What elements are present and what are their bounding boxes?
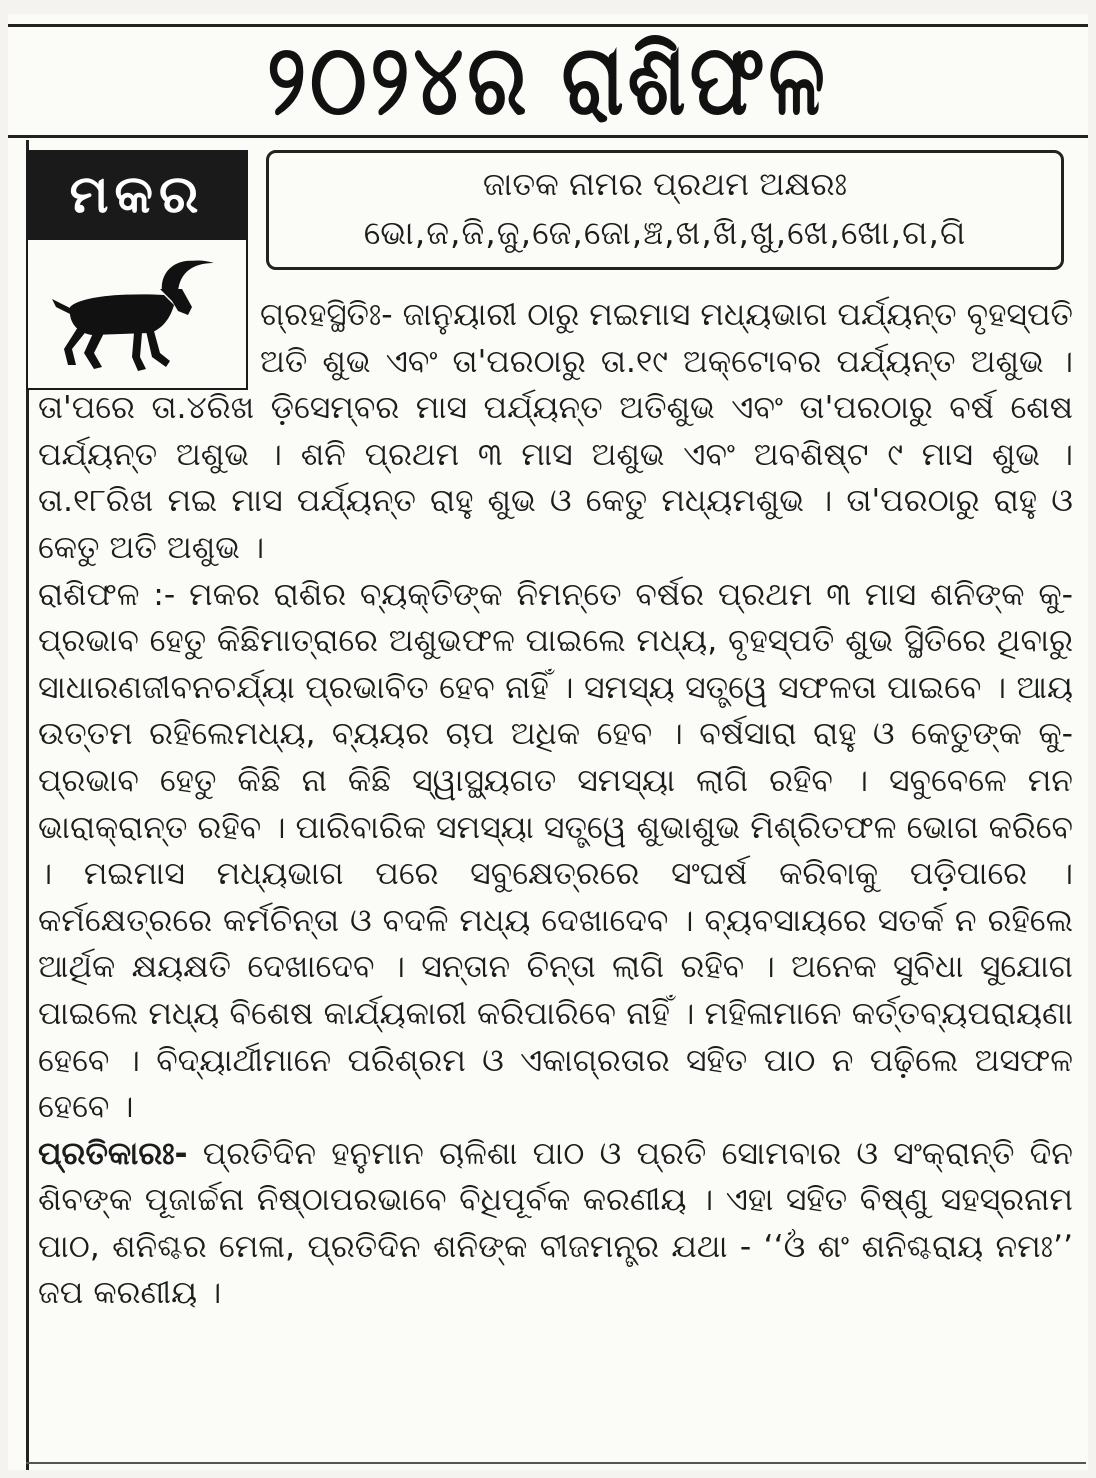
remedy-paragraph: [38, 1131, 1073, 1317]
horoscope-text: ମକର ରାଶିର ବ୍ୟକ୍ତିଙ୍କ ନିମନ୍ତେ ବର୍ଷର ପ୍ରଥମ ୩ ମାସ ଶନିଙ୍କ କୁ-ପ୍ରଭାବ ହେତୁ କିଛିମାତ୍ରାରେ ଅଶୁଭଫଳ ପାଇଲେ ମଧ୍ୟ, ବୃହସ୍ପତି ଶୁଭ ସ୍ଥିତିରେ ଥିବାରୁ ସାଧାରଣଜୀବନଚର୍ଯ୍ୟା ପ୍ରଭାବିତ ହେବ ନାହିଁ । ସମସ୍ୟ ସତ୍ତ୍ୱେ ସଫଳତା ପାଇବେ । ଆୟ ଉତ୍ତମ ରହିଲେମଧ୍ୟ, ବ୍ୟୟର ଚାପ ଅଧିକ ହେବ । ବର୍ଷସାରା ରାହୁ ଓ କେତୁଙ୍କ କୁ-ପ୍ରଭାବ ହେତୁ କିଛି ନା କିଛି ସ୍ୱାସ୍ଥ୍ୟଗତ ସମସ୍ୟା ଲାଗି ରହିବ । ସବୁବେଳେ ମନ ଭାରାକ୍ରାନ୍ତ ରହିବ । ପାରିବାରିକ ସମସ୍ୟା ସତ୍ତ୍ୱେ ଶୁଭାଶୁଭ ମିଶ୍ରିତଫଳ ଭୋଗ କରିବେ । ମଇମାସ ମଧ୍ୟଭାଗ ପରେ ସବୁକ୍ଷେତ୍ରରେ ସଂଘର୍ଷ କରିବାକୁ ପଡ଼ିପାରେ । କର୍ମକ୍ଷେତ୍ରରେ କର୍ମଚିନ୍ତା ଓ ବଦଳି ମଧ୍ୟ ଦେଖାଦେବ । ବ୍ୟବସାୟରେ ସତର୍କ ନ ରହିଲେ ଆର୍ଥିକ କ୍ଷୟକ୍ଷତି ଦେଖାଦେବ । ସନ୍ତାନ ଚିନ୍ତା ଲାଗି ରହିବ । ଅନେକ ସୁବିଧା ସୁଯୋଗ ପାଇଲେ ମଧ୍ୟ ବିଶେଷ କାର୍ଯ୍ୟକାରୀ କରିପାରିବେ ନାହିଁ । ମହିଳାମାନେ କର୍ତ୍ତବ୍ୟପରାୟଣା ହେବେ । ବିଦ୍ୟାର୍ଥୀମାନେ ପରିଶ୍ରମ ଓ ଏକାଗ୍ରତାର ସହିତ ପାଠ ନ ପଢ଼ିଲେ ଅସଫଳ ହେବେ ।: [38, 576, 1073, 1126]
page-title: ୨୦୨୪ର ରାଶିଫଳ: [267, 24, 829, 137]
planetary-position-text: ଜାନୁୟାରୀ ଠାରୁ ମଇମାସ ମଧ୍ୟଭାଗ ପର୍ଯ୍ୟନ୍ତ ବୃହସ୍ପତି ଅତି ଶୁଭ ଏବଂ ତା'ପରଠାରୁ ତା.୧୯ ଅକ୍ଟୋବର ପର୍ଯ୍ୟନ୍ତ ଅଶୁଭ । ତା'ପରେ ତା.୪ରିଖ ଡ଼ିସେମ୍ବର ମାସ ପର୍ଯ୍ୟନ୍ତ ଅତିଶୁଭ ଏବଂ ତା'ପରଠାରୁ ବର୍ଷ ଶେଷ ପର୍ଯ୍ୟନ୍ତ ଅଶୁଭ । ଶନି ପ୍ରଥମ ୩ ମାସ ଅଶୁଭ ଏବଂ ଅବଶିଷ୍ଟ ୯ ମାସ ଶୁଭ । ତା.୧୮ରିଖ ମଇ ମାସ ପର୍ଯ୍ୟନ୍ତ ରାହୁ ଶୁଭ ଓ କେତୁ ମଧ୍ୟମଶୁଭ । ତା'ପରଠାରୁ ରାହୁ ଓ କେତୁ ଅତି ଅଶୁଭ ।: [38, 297, 1073, 566]
title-banner: [8, 24, 1088, 138]
horoscope-label: ରାଶିଫଳ :-: [38, 576, 176, 613]
horoscope-page: [8, 14, 1088, 1470]
planetary-position-label: ଗ୍ରହସ୍ଥିତିଃ-: [260, 297, 393, 333]
remedy-label: ପ୍ରତିକାରଃ-: [38, 1135, 188, 1172]
horoscope-body: [38, 292, 1073, 1317]
sign-name-label: ମକର: [26, 150, 248, 240]
bottom-border-rule: [26, 1462, 1086, 1464]
initials-letters: ଭୋ,ଜ,ଜି,ଜୁ,ଜେ,ଜୋ,ଞ୍ଚ,ଖ,ଖି,ଖୁ,ଖେ,ଖୋ,ଗ,ଗି: [363, 213, 967, 252]
name-initials-box: [266, 150, 1064, 270]
horoscope-paragraph: [38, 572, 1073, 1131]
remedy-text: ପ୍ରତିଦିନ ହନୁମାନ ଚାଳିଶା ପାଠ ଓ ପ୍ରତି ସୋମବାର ଓ ସଂକ୍ରାନ୍ତି ଦିନ ଶିବଙ୍କ ପୂଜାର୍ଚ୍ଚନା ନିଷ୍ଠାପରଭାବେ ବିଧିପୂର୍ବକ କରଣୀୟ । ଏହା ସହିତ ବିଷ୍ଣୁ ସହସ୍ରନାମ ପାଠ, ଶନିଶ୍ଚର ମେଳା, ପ୍ରତିଦିନ ଶନିଙ୍କ ବୀଜମନ୍ତ୍ର ଯଥା - ‘‘ଓଁ ଶଂ ଶନିଶ୍ଚରାୟ ନମଃ’’ ଜପ କରଣୀୟ ।: [38, 1135, 1073, 1312]
initials-title: ଜାତକ ନାମର ପ୍ରଥମ ଅକ୍ଷରଃ: [482, 165, 848, 203]
image-wrap-spacer: [38, 292, 260, 384]
